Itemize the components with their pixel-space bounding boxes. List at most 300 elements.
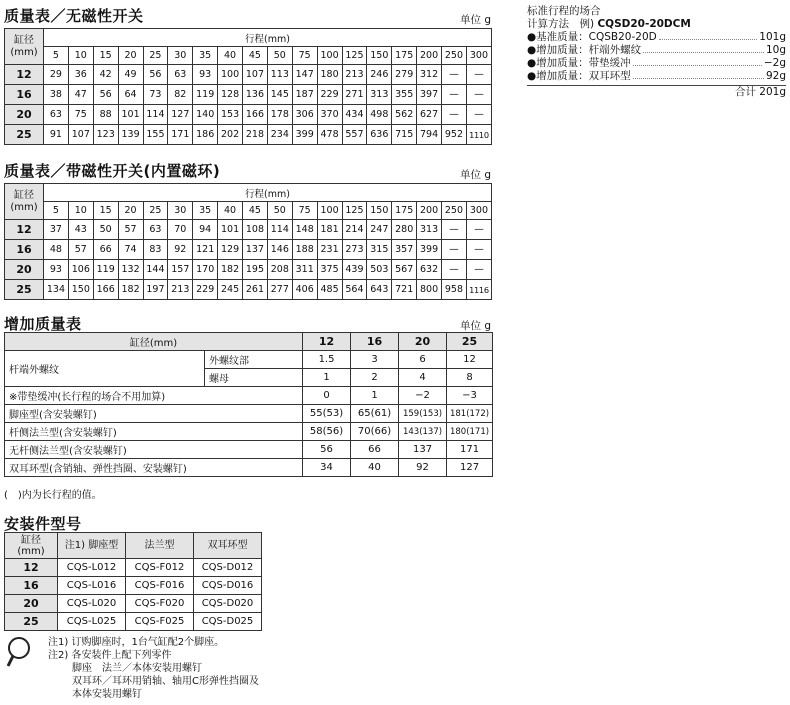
value-cell: 1.5 — [303, 351, 351, 369]
magnifier-icon — [6, 636, 36, 674]
mass-cell: 29 — [44, 65, 69, 85]
stroke-cell: 5 — [44, 47, 69, 65]
mass-cell: 37 — [44, 220, 69, 240]
mass-cell: 627 — [417, 105, 442, 125]
mass-cell: 47 — [68, 85, 93, 105]
mass-cell: 234 — [267, 125, 292, 145]
stroke-cell: 45 — [243, 47, 268, 65]
mass-cell: 800 — [417, 280, 442, 300]
bore-header: 缸径(mm) — [5, 333, 303, 351]
mass-cell: 229 — [193, 280, 218, 300]
value-cell: 12 — [447, 351, 493, 369]
table-row — [5, 220, 492, 240]
mass-cell: 36 — [68, 65, 93, 85]
mass-table-1-unit: 单位 g — [460, 14, 492, 26]
mass-cell: 632 — [417, 260, 442, 280]
mass-cell: — — [442, 240, 467, 260]
mass-cell: 357 — [392, 240, 417, 260]
value-cell: 55(53) — [303, 405, 351, 423]
example-title: 标准行程的场合 — [527, 5, 601, 17]
row-label: 脚座型(含安装螺钉) — [5, 405, 303, 423]
value-cell: 1 — [351, 387, 399, 405]
bore-cell: 12 — [5, 220, 44, 240]
mass-cell: 57 — [118, 220, 143, 240]
mass-cell: 166 — [93, 280, 118, 300]
mass-cell: — — [466, 105, 491, 125]
mass-cell: 636 — [367, 125, 392, 145]
mass-table-with-switch — [4, 183, 492, 300]
mass-cell: 312 — [417, 65, 442, 85]
mass-cell: 218 — [243, 125, 268, 145]
bore-cell: 16 — [5, 240, 44, 260]
value-cell: 92 — [399, 459, 447, 477]
mass-cell: 478 — [317, 125, 342, 145]
bore-cell: 25 — [5, 125, 44, 145]
mass-cell: 63 — [44, 105, 69, 125]
mass-cell: 202 — [218, 125, 243, 145]
bore-cell: 20 — [5, 260, 44, 280]
accessory-table — [4, 532, 262, 631]
mass-cell: 75 — [68, 105, 93, 125]
stroke-cell: 45 — [243, 202, 268, 220]
mass-cell: 144 — [143, 260, 168, 280]
mass-cell: 136 — [243, 85, 268, 105]
table-row — [5, 613, 262, 631]
stroke-header: 行程(mm) — [44, 29, 492, 47]
model-cell: CQS-L025 — [58, 613, 126, 631]
mass-cell: 64 — [118, 85, 143, 105]
model-cell: CQS-F020 — [126, 595, 194, 613]
stroke-cell: 200 — [417, 202, 442, 220]
leader-dots — [633, 57, 762, 66]
table-row — [5, 459, 493, 477]
value-cell: 171 — [447, 441, 493, 459]
note-3: 脚座 法兰／本体安装用螺钉 — [72, 663, 202, 674]
stroke-cell: 20 — [118, 202, 143, 220]
mass-cell: 715 — [392, 125, 417, 145]
table-row — [5, 405, 493, 423]
row-label: 双耳环型(含销轴、弹性挡圈、安装螺钉) — [5, 459, 303, 477]
example-item — [527, 57, 786, 70]
stroke-cell: 20 — [118, 47, 143, 65]
mass-cell: 170 — [193, 260, 218, 280]
mass-cell: 48 — [44, 240, 69, 260]
mass-cell: 485 — [317, 280, 342, 300]
mass-cell: 271 — [342, 85, 367, 105]
stroke-cell: 40 — [218, 202, 243, 220]
mass-cell: 50 — [93, 220, 118, 240]
sub-label: 外螺纹部 — [205, 351, 303, 369]
column-header: 注1) 脚座型 — [58, 533, 126, 559]
note-2: 注2) 各安装件上配下列零件 — [48, 650, 172, 661]
stroke-cell: 30 — [168, 47, 193, 65]
mass-cell: 70 — [168, 220, 193, 240]
stroke-row — [5, 47, 492, 65]
mass-cell: 93 — [193, 65, 218, 85]
mass-cell: 279 — [392, 65, 417, 85]
mass-cell: 567 — [392, 260, 417, 280]
bore-header: 缸径 (mm) — [5, 29, 44, 65]
mass-cell: 277 — [267, 280, 292, 300]
additional-mass-footnote: ( )内为长行程的值。 — [4, 490, 102, 501]
model-cell: CQS-F025 — [126, 613, 194, 631]
rod-thread-label: 杆端外螺纹 — [5, 351, 205, 387]
stroke-cell: 50 — [267, 47, 292, 65]
mass-cell: 186 — [193, 125, 218, 145]
mass-cell: 958 — [442, 280, 467, 300]
value-cell: 4 — [399, 369, 447, 387]
example-item — [527, 70, 786, 83]
bore-cell: 20 — [399, 333, 447, 351]
mass-cell: 121 — [193, 240, 218, 260]
stroke-cell: 100 — [317, 202, 342, 220]
value-cell: 3 — [351, 351, 399, 369]
mass-cell: 213 — [168, 280, 193, 300]
mass-cell: 56 — [143, 65, 168, 85]
table-row — [5, 240, 492, 260]
mass-cell: 107 — [243, 65, 268, 85]
value-cell: −3 — [447, 387, 493, 405]
mass-cell: 132 — [118, 260, 143, 280]
mass-cell: 113 — [267, 65, 292, 85]
stroke-row — [5, 202, 492, 220]
mass-cell: 245 — [218, 280, 243, 300]
model-cell: CQS-F012 — [126, 559, 194, 577]
mass-cell: — — [466, 260, 491, 280]
mass-cell: 315 — [367, 240, 392, 260]
additional-mass-unit: 单位 g — [460, 320, 492, 332]
mass-cell: 140 — [193, 105, 218, 125]
mass-cell: 261 — [243, 280, 268, 300]
mass-cell: 397 — [417, 85, 442, 105]
example-total: 合计 201g — [527, 85, 786, 99]
mass-cell: 180 — [317, 65, 342, 85]
value-cell: 143(137) — [399, 423, 447, 441]
stroke-cell: 125 — [342, 47, 367, 65]
mass-cell: 246 — [367, 65, 392, 85]
value-cell: 0 — [303, 387, 351, 405]
mass-cell: 145 — [267, 85, 292, 105]
mass-cell: — — [466, 220, 491, 240]
stroke-cell: 15 — [93, 202, 118, 220]
accessory-title: 安装件型号 — [4, 515, 82, 533]
model-cell: CQS-L012 — [58, 559, 126, 577]
bore-cell: 20 — [5, 595, 58, 613]
example-item-label: ●增加质量：带垫缓冲 — [527, 57, 631, 69]
mass-cell: 280 — [392, 220, 417, 240]
model-cell: CQS-D025 — [194, 613, 262, 631]
model-cell: CQS-L020 — [58, 595, 126, 613]
stroke-cell: 250 — [442, 47, 467, 65]
mass-cell: 43 — [68, 220, 93, 240]
mass-cell: — — [466, 240, 491, 260]
stroke-cell: 25 — [143, 47, 168, 65]
example-item-label: ●增加质量：双耳环型 — [527, 70, 631, 82]
table-row — [5, 65, 492, 85]
mass-cell: 127 — [168, 105, 193, 125]
value-cell: 56 — [303, 441, 351, 459]
stroke-cell: 250 — [442, 202, 467, 220]
mass-cell: 208 — [267, 260, 292, 280]
stroke-cell: 35 — [193, 202, 218, 220]
model-cell: CQS-D020 — [194, 595, 262, 613]
mass-cell: 214 — [342, 220, 367, 240]
table-row — [5, 559, 262, 577]
value-cell: 6 — [399, 351, 447, 369]
column-header: 法兰型 — [126, 533, 194, 559]
mass-cell: 171 — [168, 125, 193, 145]
mass-cell: 406 — [292, 280, 317, 300]
mass-cell: 564 — [342, 280, 367, 300]
mass-table-no-switch — [4, 28, 492, 145]
value-cell: 180(171) — [447, 423, 493, 441]
stroke-cell: 75 — [292, 47, 317, 65]
stroke-cell: 200 — [417, 47, 442, 65]
value-cell: 70(66) — [351, 423, 399, 441]
stroke-cell: 15 — [93, 47, 118, 65]
example-item-label: ●基准质量：CQSB20-20D — [527, 31, 657, 43]
mass-cell: 229 — [317, 85, 342, 105]
mass-cell: 153 — [218, 105, 243, 125]
mass-cell: 88 — [93, 105, 118, 125]
table-row — [5, 595, 262, 613]
stroke-cell: 30 — [168, 202, 193, 220]
bore-cell: 16 — [5, 577, 58, 595]
stroke-cell: 5 — [44, 202, 69, 220]
example-item-label: ●增加质量：杆端外螺纹 — [527, 44, 642, 56]
note-5: 本体安装用螺钉 — [72, 689, 142, 700]
value-cell: 159(153) — [399, 405, 447, 423]
mass-cell: 93 — [44, 260, 69, 280]
mass-cell: — — [442, 85, 467, 105]
bore-cell: 12 — [5, 65, 44, 85]
example-item-value: −2g — [763, 57, 786, 69]
mass-table-1-title: 质量表／无磁性开关 — [4, 7, 144, 25]
stroke-cell: 10 — [68, 47, 93, 65]
mass-cell: 1110 — [466, 125, 491, 145]
mass-cell: 197 — [143, 280, 168, 300]
mass-cell: 63 — [143, 220, 168, 240]
mass-cell: — — [442, 260, 467, 280]
mass-cell: 794 — [417, 125, 442, 145]
mass-cell: 181 — [317, 220, 342, 240]
note-1: 注1) 订购脚座时，1台气缸配2个脚座。 — [48, 637, 225, 648]
notes-block — [48, 636, 259, 701]
mass-cell: 182 — [118, 280, 143, 300]
example-model: CQSD20-20DCM — [597, 18, 691, 30]
mass-cell: 157 — [168, 260, 193, 280]
model-cell: CQS-L016 — [58, 577, 126, 595]
mass-cell: 557 — [342, 125, 367, 145]
mass-cell: 94 — [193, 220, 218, 240]
mass-cell: — — [442, 65, 467, 85]
mass-cell: 129 — [218, 240, 243, 260]
bore-cell: 20 — [5, 105, 44, 125]
bore-cell: 16 — [351, 333, 399, 351]
mass-cell: 114 — [267, 220, 292, 240]
mass-cell: — — [442, 220, 467, 240]
mass-table-2-unit: 单位 g — [460, 169, 492, 181]
leader-dots — [633, 70, 764, 79]
stroke-cell: 10 — [68, 202, 93, 220]
mass-cell: 498 — [367, 105, 392, 125]
table-row — [5, 85, 492, 105]
mass-cell: 187 — [292, 85, 317, 105]
mass-cell: 370 — [317, 105, 342, 125]
mass-cell: 178 — [267, 105, 292, 125]
mass-cell: 313 — [417, 220, 442, 240]
value-cell: 34 — [303, 459, 351, 477]
mass-cell: 148 — [292, 220, 317, 240]
mass-cell: 56 — [93, 85, 118, 105]
table-row — [5, 423, 493, 441]
mass-cell: 66 — [93, 240, 118, 260]
bore-cell: 25 — [5, 280, 44, 300]
mass-cell: 128 — [218, 85, 243, 105]
table-row — [5, 577, 262, 595]
value-cell: 40 — [351, 459, 399, 477]
mass-table-2-title: 质量表／带磁性开关(内置磁环) — [4, 162, 221, 180]
example-item — [527, 31, 786, 44]
bore-cell: 16 — [5, 85, 44, 105]
column-header: 缸径 (mm) — [5, 533, 58, 559]
mass-cell: 108 — [243, 220, 268, 240]
stroke-cell: 175 — [392, 47, 417, 65]
value-cell: 8 — [447, 369, 493, 387]
mass-cell: 137 — [243, 240, 268, 260]
value-cell: −2 — [399, 387, 447, 405]
example-item — [527, 44, 786, 57]
mass-cell: 57 — [68, 240, 93, 260]
example-item-value: 92g — [765, 70, 786, 82]
value-cell: 1 — [303, 369, 351, 387]
mass-cell: 42 — [93, 65, 118, 85]
mass-cell: 434 — [342, 105, 367, 125]
table-row — [5, 351, 493, 369]
mass-cell: 213 — [342, 65, 367, 85]
example-items — [527, 31, 786, 83]
mass-cell: 503 — [367, 260, 392, 280]
stroke-header: 行程(mm) — [44, 184, 492, 202]
additional-mass-title: 增加质量表 — [4, 315, 82, 333]
header-row — [5, 533, 262, 559]
example-method: 计算方法 例) — [527, 18, 598, 30]
value-cell: 65(61) — [351, 405, 399, 423]
stroke-cell: 150 — [367, 47, 392, 65]
mass-cell: 399 — [417, 240, 442, 260]
column-header: 双耳环型 — [194, 533, 262, 559]
value-cell: 181(172) — [447, 405, 493, 423]
model-cell: CQS-D012 — [194, 559, 262, 577]
value-cell: 58(56) — [303, 423, 351, 441]
stroke-cell: 175 — [392, 202, 417, 220]
row-label: ※带垫缓冲(长行程的场合不用加算) — [5, 387, 303, 405]
table-row — [5, 105, 492, 125]
mass-cell: 150 — [68, 280, 93, 300]
mass-cell: 106 — [68, 260, 93, 280]
mass-cell: 311 — [292, 260, 317, 280]
mass-cell: 182 — [218, 260, 243, 280]
stroke-cell: 100 — [317, 47, 342, 65]
mass-cell: 139 — [118, 125, 143, 145]
stroke-cell: 25 — [143, 202, 168, 220]
example-item-value: 10g — [765, 44, 786, 56]
mass-cell: 119 — [93, 260, 118, 280]
example-item-value: 101g — [759, 31, 786, 43]
bore-cell: 12 — [303, 333, 351, 351]
example-method-line — [527, 18, 786, 31]
mass-cell: 313 — [367, 85, 392, 105]
model-cell: CQS-F016 — [126, 577, 194, 595]
bore-header: 缸径 (mm) — [5, 184, 44, 220]
mass-cell: 399 — [292, 125, 317, 145]
table-row — [5, 280, 492, 300]
leader-dots — [659, 31, 758, 40]
mass-cell: — — [442, 105, 467, 125]
mass-cell: — — [466, 65, 491, 85]
table-row — [5, 441, 493, 459]
note-4: 双耳环／耳环用销轴、轴用C形弹性挡圈及 — [72, 676, 259, 687]
mass-cell: 375 — [317, 260, 342, 280]
model-cell: CQS-D016 — [194, 577, 262, 595]
row-label: 无杆侧法兰型(含安装螺钉) — [5, 441, 303, 459]
mass-cell: 146 — [267, 240, 292, 260]
mass-cell: 231 — [317, 240, 342, 260]
mass-cell: 147 — [292, 65, 317, 85]
additional-mass-table — [4, 332, 493, 477]
header-row — [5, 333, 493, 351]
sub-label: 螺母 — [205, 369, 303, 387]
stroke-cell: 35 — [193, 47, 218, 65]
mass-cell: 643 — [367, 280, 392, 300]
stroke-cell: 75 — [292, 202, 317, 220]
mass-cell: 107 — [68, 125, 93, 145]
mass-cell: 306 — [292, 105, 317, 125]
mass-cell: 247 — [367, 220, 392, 240]
mass-cell: 101 — [218, 220, 243, 240]
mass-cell: 721 — [392, 280, 417, 300]
mass-cell: 38 — [44, 85, 69, 105]
table-row — [5, 260, 492, 280]
mass-cell: 119 — [193, 85, 218, 105]
mass-cell: 92 — [168, 240, 193, 260]
stroke-cell: 50 — [267, 202, 292, 220]
mass-cell: 1116 — [466, 280, 491, 300]
bore-cell: 25 — [5, 613, 58, 631]
example-block — [527, 5, 786, 99]
mass-cell: 155 — [143, 125, 168, 145]
mass-cell: 952 — [442, 125, 467, 145]
mass-cell: 562 — [392, 105, 417, 125]
bore-cell: 12 — [5, 559, 58, 577]
mass-cell: 91 — [44, 125, 69, 145]
header-row — [5, 184, 492, 202]
mass-cell: 101 — [118, 105, 143, 125]
mass-cell: 82 — [168, 85, 193, 105]
mass-cell: 166 — [243, 105, 268, 125]
table-row — [5, 125, 492, 145]
stroke-cell: 150 — [367, 202, 392, 220]
row-label: 杆侧法兰型(含安装螺钉) — [5, 423, 303, 441]
stroke-cell: 125 — [342, 202, 367, 220]
mass-cell: 123 — [93, 125, 118, 145]
mass-cell: 355 — [392, 85, 417, 105]
value-cell: 2 — [351, 369, 399, 387]
mass-cell: 100 — [218, 65, 243, 85]
header-row — [5, 29, 492, 47]
mass-cell: 83 — [143, 240, 168, 260]
mass-cell: 439 — [342, 260, 367, 280]
